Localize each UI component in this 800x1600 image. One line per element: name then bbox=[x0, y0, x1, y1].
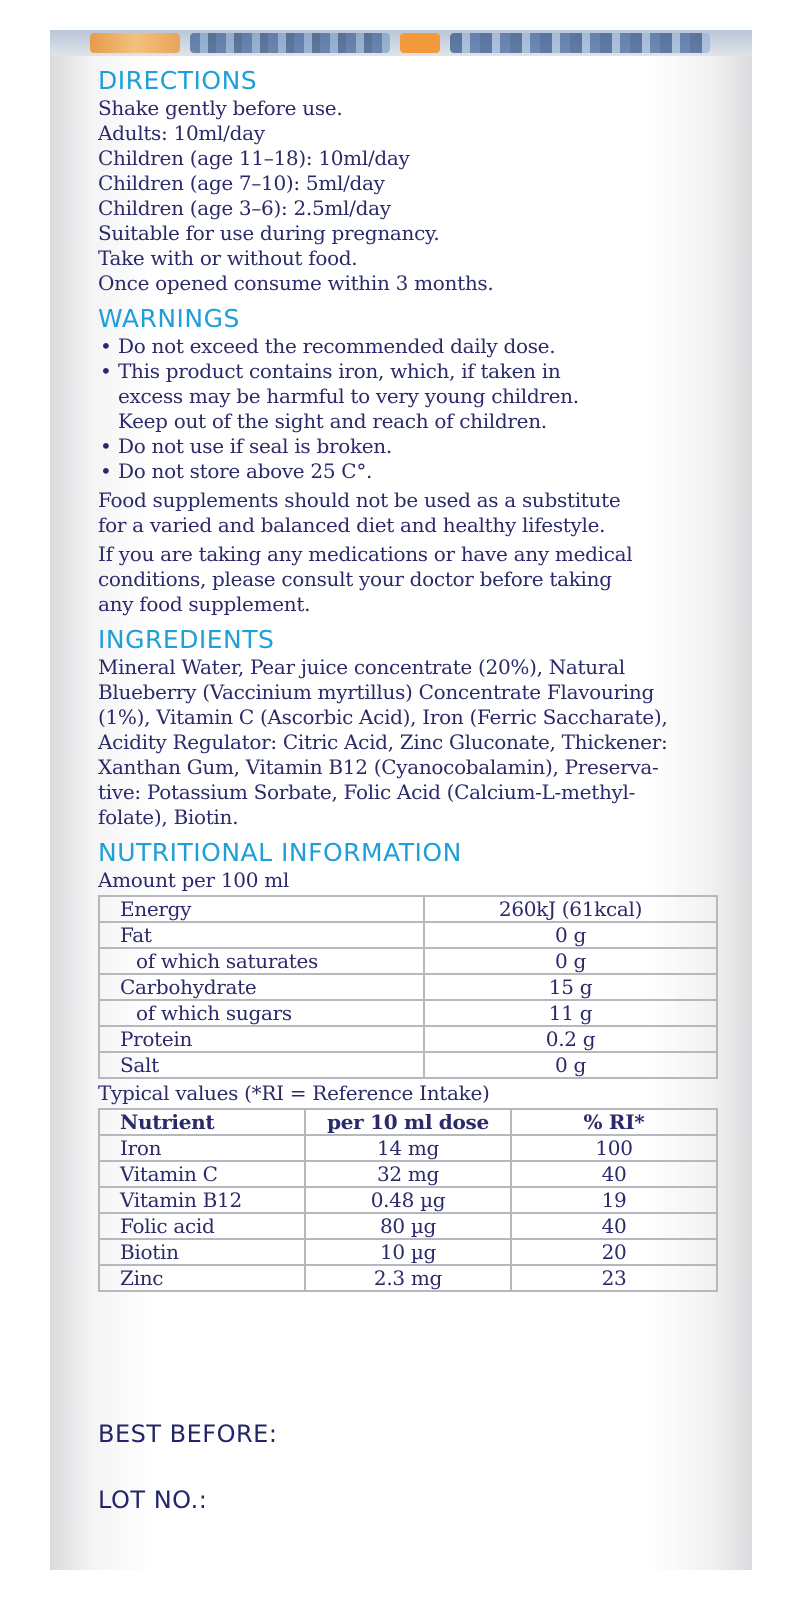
artwork-strip-blueberries-2 bbox=[450, 33, 710, 53]
nutrient-name: Protein bbox=[99, 1026, 424, 1052]
table-row bbox=[99, 1187, 717, 1213]
ri-percent: 19 bbox=[511, 1187, 717, 1213]
lot-number-label: LOT NO.: bbox=[98, 1486, 208, 1514]
directions-line: Adults: 10ml/day bbox=[98, 121, 265, 145]
dose-value: 2.3 mg bbox=[305, 1265, 511, 1291]
directions-line: Children (age 7–10): 5ml/day bbox=[98, 171, 385, 195]
nutrient-name: Zinc bbox=[99, 1265, 305, 1291]
warning-bullet: • Do not use if seal is broken. bbox=[98, 434, 718, 459]
nutrition-heading: NUTRITIONAL INFORMATION bbox=[98, 838, 462, 867]
ri-percent: 100 bbox=[511, 1135, 717, 1161]
nutrient-name: Iron bbox=[99, 1135, 305, 1161]
directions-line: Take with or without food. bbox=[98, 246, 358, 270]
warning-paragraph bbox=[98, 542, 718, 617]
table-row bbox=[99, 1135, 717, 1161]
warning-paragraph-line: Food supplements should not be used as a substitute bbox=[98, 488, 621, 512]
column-header: % RI* bbox=[511, 1109, 717, 1135]
nutrient-name: Salt bbox=[99, 1052, 424, 1078]
table-row bbox=[99, 1265, 717, 1291]
warning-bullet-line: Keep out of the sight and reach of children. bbox=[118, 409, 547, 433]
dose-value: 14 mg bbox=[305, 1135, 511, 1161]
ri-percent: 40 bbox=[511, 1213, 717, 1239]
ingredients-line: tive: Potassium Sorbate, Folic Acid (Calcium-L-methyl- bbox=[98, 780, 636, 804]
label-content bbox=[98, 66, 718, 1300]
directions-line: Suitable for use during pregnancy. bbox=[98, 221, 440, 245]
nutrient-name: Carbohydrate bbox=[99, 974, 424, 1000]
nutrient-value: 0 g bbox=[424, 922, 717, 948]
ingredients-line: Acidity Regulator: Citric Acid, Zinc Gluconate, Thickener: bbox=[98, 730, 668, 754]
directions-line: Children (age 3–6): 2.5ml/day bbox=[98, 196, 391, 220]
ri-percent: 23 bbox=[511, 1265, 717, 1291]
warning-paragraph-line: any food supplement. bbox=[98, 592, 311, 616]
warning-paragraph-line: conditions, please consult your doctor before taking bbox=[98, 567, 612, 591]
column-header: per 10 ml dose bbox=[305, 1109, 511, 1135]
ingredients-line: Blueberry (Vaccinium myrtillus) Concentrate Flavouring bbox=[98, 680, 654, 704]
nutrient-name: of which saturates bbox=[99, 948, 424, 974]
nutrient-name: of which sugars bbox=[99, 1000, 424, 1026]
nutrient-value: 15 g bbox=[424, 974, 717, 1000]
nutrient-value: 0.2 g bbox=[424, 1026, 717, 1052]
ingredients-line: Mineral Water, Pear juice concentrate (20%), Natural bbox=[98, 655, 625, 679]
ingredients-line: (1%), Vitamin C (Ascorbic Acid), Iron (Ferric Saccharate), bbox=[98, 705, 668, 729]
warning-bullet-line: excess may be harmful to very young children. bbox=[118, 384, 579, 408]
ri-percent: 40 bbox=[511, 1161, 717, 1187]
nutrient-name: Energy bbox=[99, 896, 424, 922]
table-row bbox=[99, 1026, 717, 1052]
reference-intake-table bbox=[98, 1108, 718, 1292]
nutrient-name: Vitamin B12 bbox=[99, 1187, 305, 1213]
artwork-strip-orange bbox=[90, 33, 180, 53]
ingredients-line: Xanthan Gum, Vitamin B12 (Cyanocobalamin), Preserva- bbox=[98, 755, 659, 779]
table-row bbox=[99, 922, 717, 948]
ingredients-line: folate), Biotin. bbox=[98, 805, 239, 829]
table-row bbox=[99, 896, 717, 922]
directions-heading: DIRECTIONS bbox=[98, 66, 258, 95]
dose-value: 0.48 µg bbox=[305, 1187, 511, 1213]
ingredients-section bbox=[98, 625, 718, 830]
warning-bullet-line: • This product contains iron, which, if taken in bbox=[118, 359, 561, 383]
nutrient-name: Biotin bbox=[99, 1239, 305, 1265]
directions-line: Once opened consume within 3 months. bbox=[98, 271, 494, 295]
table-row bbox=[99, 948, 717, 974]
directions-line: Children (age 11–18): 10ml/day bbox=[98, 146, 410, 170]
nutrient-name: Folic acid bbox=[99, 1213, 305, 1239]
warning-paragraph-line: for a varied and balanced diet and healthy lifestyle. bbox=[98, 513, 606, 537]
best-before-label: BEST BEFORE: bbox=[98, 1420, 278, 1448]
warning-paragraph-line: If you are taking any medications or have any medical bbox=[98, 542, 633, 566]
nutrient-value: 0 g bbox=[424, 948, 717, 974]
artwork-strip-logo bbox=[400, 33, 440, 53]
table-row bbox=[99, 1213, 717, 1239]
warnings-section bbox=[98, 304, 718, 617]
warning-bullet bbox=[98, 359, 718, 434]
table-row bbox=[99, 974, 717, 1000]
warnings-heading: WARNINGS bbox=[98, 304, 240, 333]
dose-value: 10 µg bbox=[305, 1239, 511, 1265]
nutrient-name: Fat bbox=[99, 922, 424, 948]
nutrition-section bbox=[98, 838, 718, 1292]
dose-value: 80 µg bbox=[305, 1213, 511, 1239]
warning-bullet: • Do not store above 25 C°. bbox=[98, 459, 718, 484]
artwork-strip-blueberries bbox=[190, 33, 390, 53]
dose-value: 32 mg bbox=[305, 1161, 511, 1187]
nutrition-subtitle: Amount per 100 ml bbox=[98, 868, 289, 892]
nutrient-value: 260kJ (61kcal) bbox=[424, 896, 717, 922]
warning-paragraph bbox=[98, 488, 718, 538]
table-header-row bbox=[99, 1109, 717, 1135]
warning-bullet: • Do not exceed the recommended daily dose. bbox=[98, 334, 718, 359]
table-row bbox=[99, 1161, 717, 1187]
table-row bbox=[99, 1052, 717, 1078]
directions-section bbox=[98, 66, 718, 296]
nutrient-value: 0 g bbox=[424, 1052, 717, 1078]
nutrient-value: 11 g bbox=[424, 1000, 717, 1026]
ri-percent: 20 bbox=[511, 1239, 717, 1265]
table-row bbox=[99, 1000, 717, 1026]
nutrition-table bbox=[98, 895, 718, 1079]
nutrient-name: Vitamin C bbox=[99, 1161, 305, 1187]
typical-values-note: Typical values (*RI = Reference Intake) bbox=[98, 1081, 490, 1105]
directions-line: Shake gently before use. bbox=[98, 96, 343, 120]
table-row bbox=[99, 1239, 717, 1265]
ingredients-heading: INGREDIENTS bbox=[98, 625, 275, 654]
package-top-artwork bbox=[50, 30, 752, 56]
column-header: Nutrient bbox=[99, 1109, 305, 1135]
